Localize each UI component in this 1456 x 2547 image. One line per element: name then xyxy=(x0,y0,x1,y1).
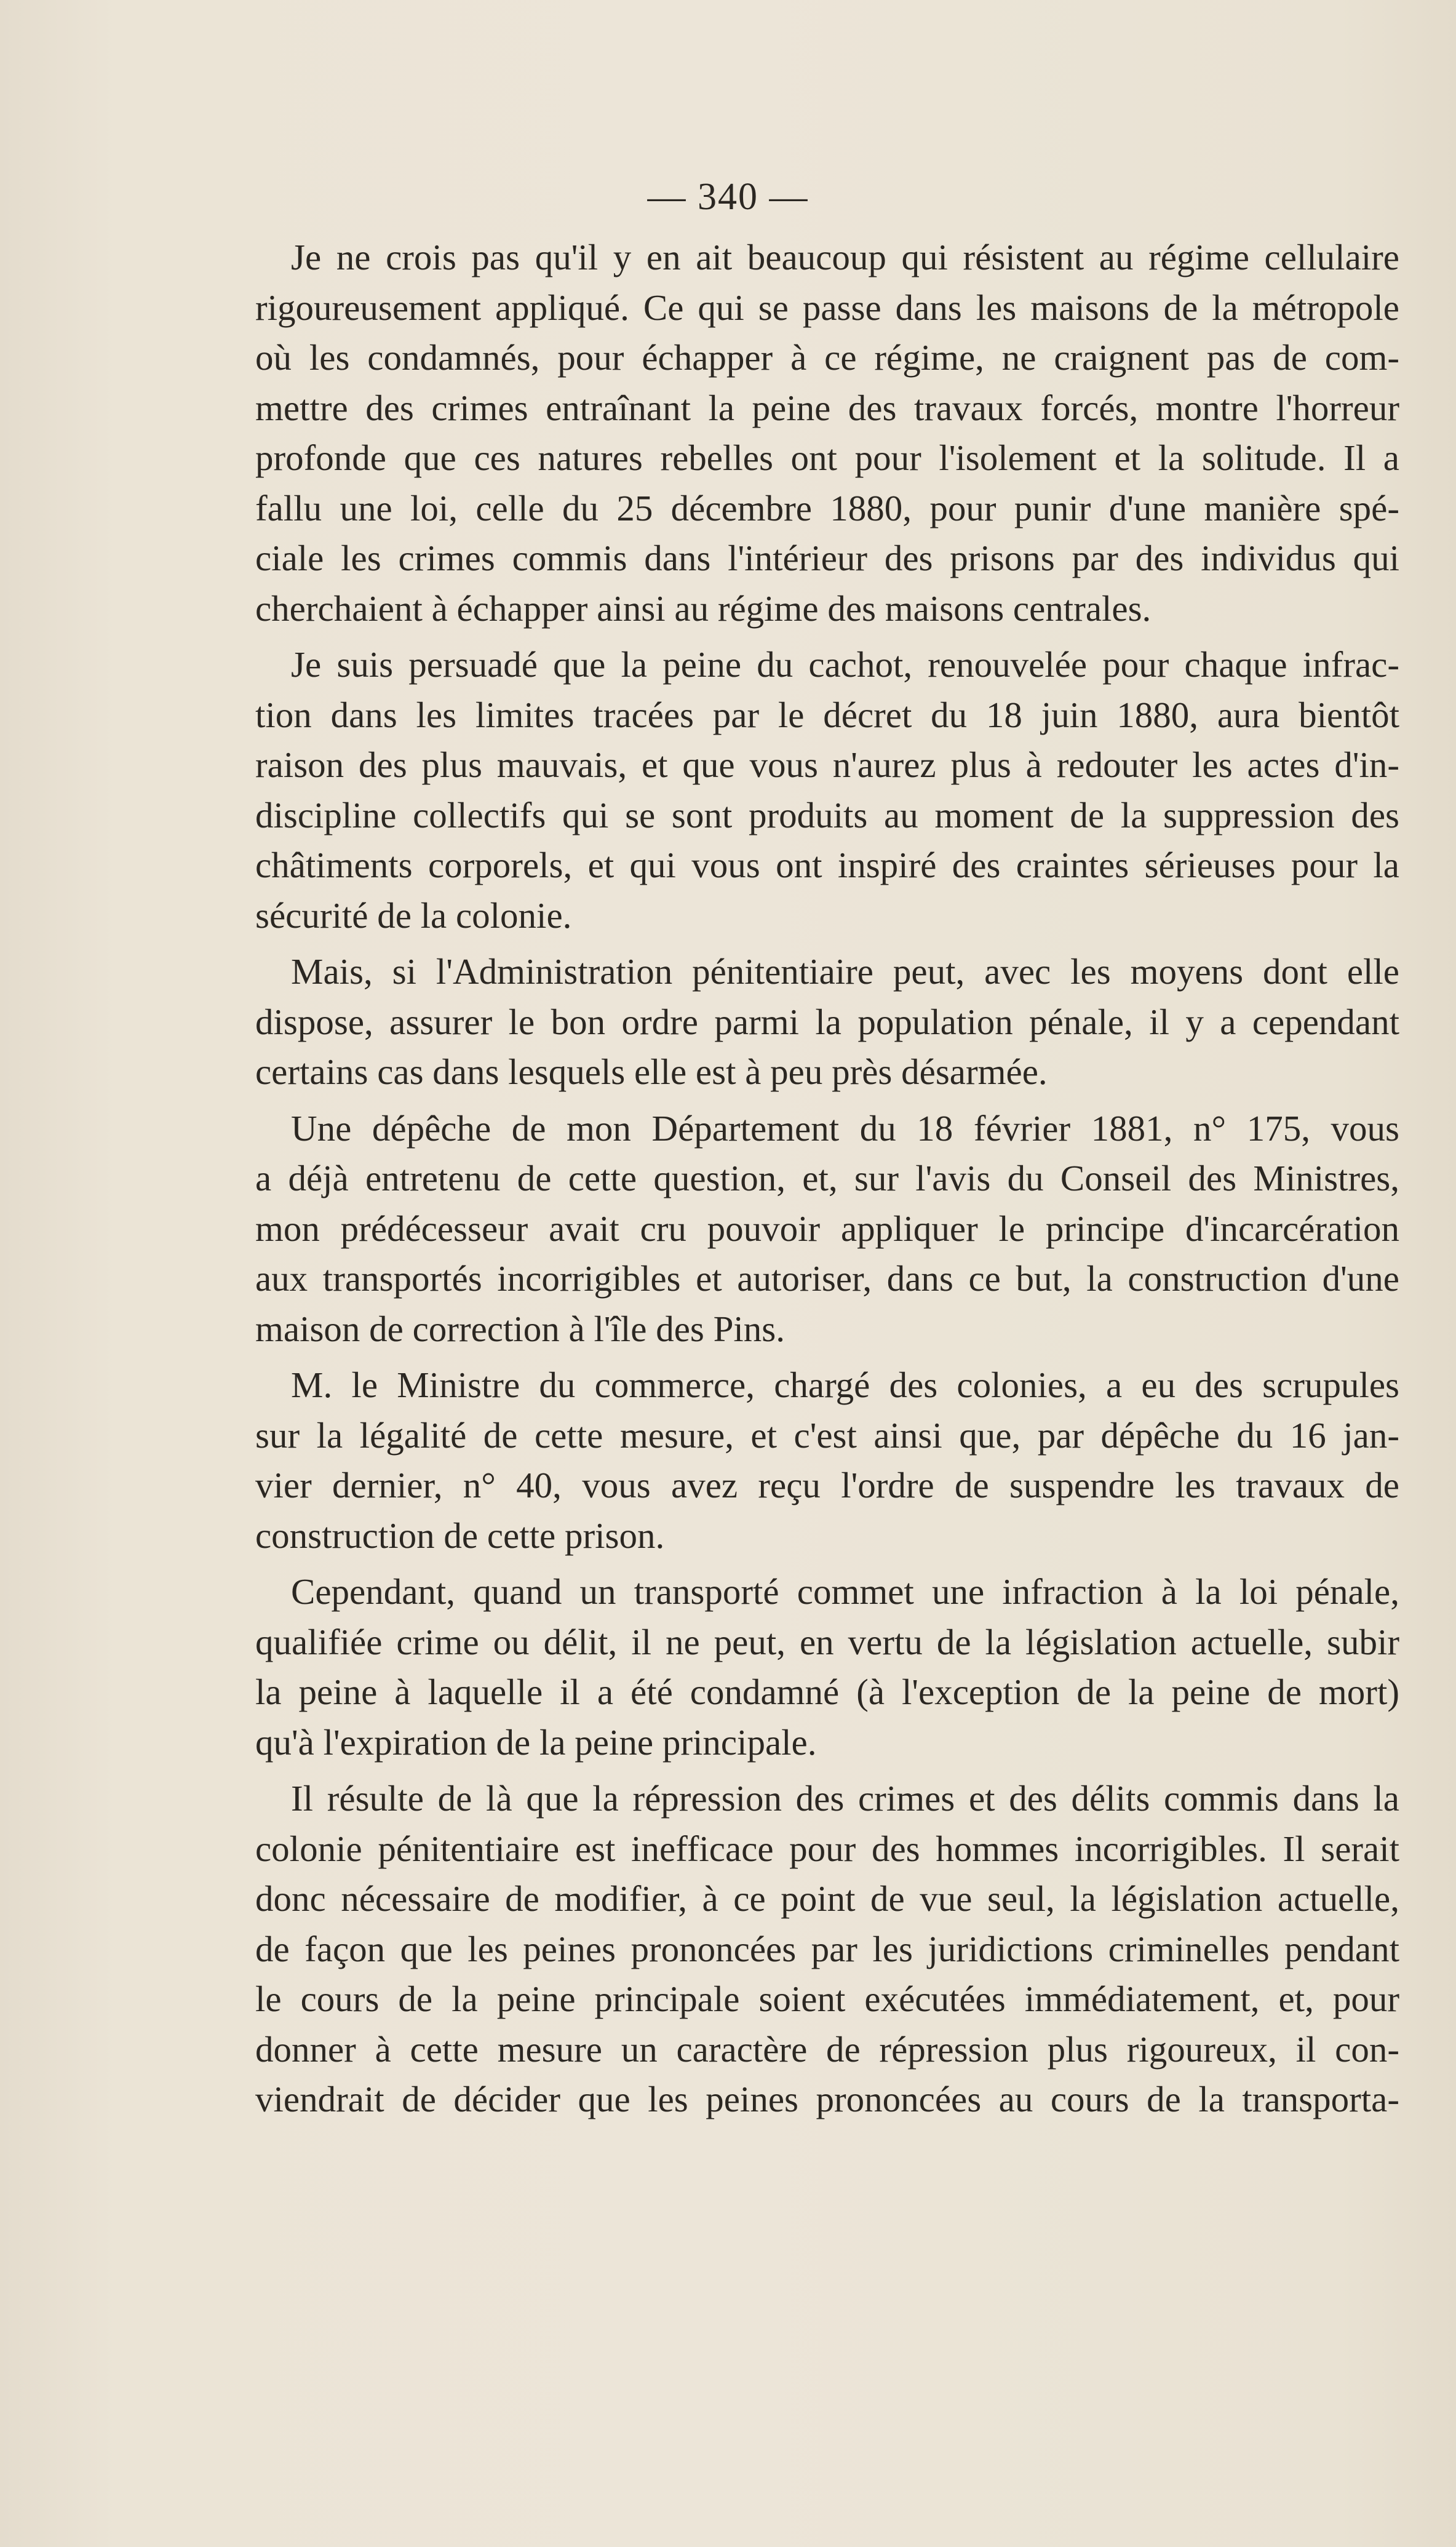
text-line: M. le Ministre du commerce, chargé des colonies, a eu des scrupules xyxy=(291,1365,1399,1405)
text-line: construction de cette prison. xyxy=(255,1515,665,1556)
body-text xyxy=(255,233,1399,2125)
text-line: donner à cette mesure un caractère de répression plus rigoureux, il con- xyxy=(255,2028,1399,2070)
text-line: Une dépêche de mon Département du 18 février 1881, n° 175, vous xyxy=(291,1107,1399,1149)
text-line: Il résulte de là que la répression des crimes et des délits commis dans la xyxy=(291,1778,1399,1819)
text-line: maison de correction à l'île des Pins. xyxy=(255,1308,786,1349)
text-line: cherchaient à échapper ainsi au régime des maisons centrales. xyxy=(255,588,1152,629)
text-line: qualifiée crime ou délit, il ne peut, en vertu de la législation actuelle, subir xyxy=(255,1621,1399,1662)
paragraph-gap xyxy=(255,941,1399,947)
text-line: où les condamnés, pour échapper à ce régime, ne craignent pas de com- xyxy=(255,337,1399,378)
text-line: vier dernier, n° 40, vous avez reçu l'ordre de suspendre les travaux de xyxy=(255,1465,1399,1505)
text-line: sur la légalité de cette mesure, et c'est ainsi que, par dépêche du 16 jan- xyxy=(255,1414,1399,1456)
text-line: rigoureusement appliqué. Ce qui se passe dans les maisons de la métropole xyxy=(255,287,1399,328)
text-line: viendrait de décider que les peines prononcées au cours de la transporta- xyxy=(255,2079,1399,2119)
text-line: la peine à laquelle il a été condamné (à l'exception de la peine de mort) xyxy=(255,1672,1399,1712)
paragraph-gap xyxy=(255,1561,1399,1567)
text-line: certains cas dans lesquels elle est à peu près désarmée. xyxy=(255,1051,1048,1092)
paragraph-gap xyxy=(255,634,1399,640)
text-line: châtiments corporels, et qui vous ont inspiré des craintes sérieuses pour la xyxy=(255,845,1399,885)
paragraph xyxy=(255,1360,1399,1561)
paragraph-gap xyxy=(255,1098,1399,1104)
page-number: — 340 — xyxy=(647,176,809,218)
text-line: raison des plus mauvais, et que vous n'aurez plus à redouter les actes d'in- xyxy=(255,744,1399,785)
text-line: aux transportés incorrigibles et autoriser, dans ce but, la construction d'une xyxy=(255,1258,1399,1299)
text-line: Je suis persuadé que la peine du cachot, renouvelée pour chaque infrac- xyxy=(291,644,1399,685)
text-line: dispose, assurer le bon ordre parmi la population pénale, il y a cependant xyxy=(255,1001,1399,1042)
paragraph xyxy=(255,1104,1399,1355)
paragraph-gap xyxy=(255,1768,1399,1774)
text-line: mettre des crimes entraînant la peine des travaux forcés, montre l'horreur xyxy=(255,387,1399,428)
text-line: de façon que les peines prononcées par les juridictions criminelles pendant xyxy=(255,1928,1399,1969)
text-line: le cours de la peine principale soient exécutées immédiatement, et, pour xyxy=(255,1979,1399,2019)
paragraph xyxy=(255,233,1399,634)
text-line: Je ne crois pas qu'il y en ait beaucoup qui résistent au régime cellulaire xyxy=(291,237,1399,277)
text-line: Mais, si l'Administration pénitentiaire peut, avec les moyens dont elle xyxy=(291,951,1399,992)
paragraph-gap xyxy=(255,1354,1399,1360)
text-line: profonde que ces natures rebelles ont pour l'isolement et la solitude. Il a xyxy=(255,437,1399,478)
paragraph xyxy=(255,1774,1399,2125)
paragraph xyxy=(255,947,1399,1098)
text-line: donc nécessaire de modifier, à ce point de vue seul, la législation actuelle, xyxy=(255,1878,1399,1919)
text-line: qu'à l'expiration de la peine principale. xyxy=(255,1721,817,1763)
text-line: sécurité de la colonie. xyxy=(255,895,572,936)
text-line: ciale les crimes commis dans l'intérieur des prisons par des individus qui xyxy=(255,538,1399,578)
text-line: a déjà entretenu de cette question, et, sur l'avis du Conseil des Ministres, xyxy=(255,1158,1399,1198)
text-line: Cependant, quand un transporté commet une infraction à la loi pénale, xyxy=(291,1571,1399,1612)
paragraph xyxy=(255,640,1399,941)
text-line: colonie pénitentiaire est inefficace pour des hommes incorrigibles. Il serait xyxy=(255,1828,1399,1869)
text-line: discipline collectifs qui se sont produits au moment de la suppression des xyxy=(255,794,1399,835)
text-line: mon prédécesseur avait cru pouvoir appliquer le principe d'incarcération xyxy=(255,1208,1399,1249)
paragraph xyxy=(255,1567,1399,1768)
text-line: fallu une loi, celle du 25 décembre 1880, pour punir d'une manière spé- xyxy=(255,487,1399,528)
text-line: tion dans les limites tracées par le décret du 18 juin 1880, aura bientôt xyxy=(255,694,1399,735)
